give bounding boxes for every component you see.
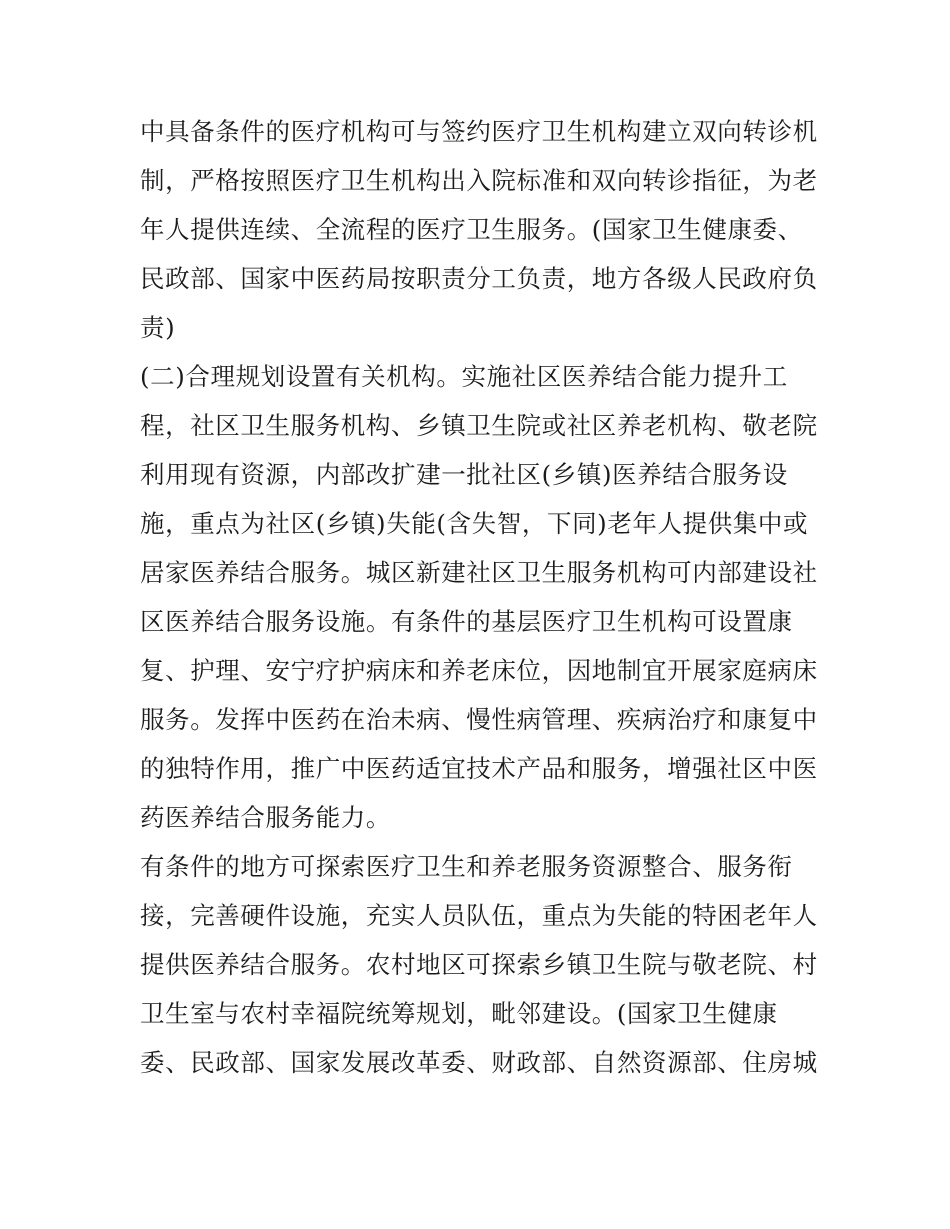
text-line: 的独特作用，推广中医药适宜技术产品和服务，增强社区中医: [140, 754, 818, 783]
text-line: 服务。发挥中医药在治未病、慢性病管理、疾病治疗和康复中: [140, 705, 818, 734]
text-line: 接，完善硬件设施，充实人员队伍，重点为失能的特困老年人: [140, 901, 818, 930]
text-line: (二)合理规划设置有关机构。实施社区医养结合能力提升工: [140, 362, 788, 391]
text-line: 责): [140, 313, 176, 342]
text-line: 利用现有资源，内部改扩建一批社区(乡镇)医养结合服务设: [140, 460, 788, 489]
document-body: [140, 112, 820, 1092]
text-line: 委、民政部、国家发展改革委、财政部、自然资源部、住房城: [140, 1048, 818, 1077]
text-line: 施，重点为社区(乡镇)失能(含失智，下同)老年人提供集中或: [140, 509, 809, 538]
text-line: 中具备条件的医疗机构可与签约医疗卫生机构建立双向转诊机: [140, 117, 818, 146]
text-line: 复、护理、安宁疗护病床和养老床位，因地制宜开展家庭病床: [140, 656, 818, 685]
text-line: 居家医养结合服务。城区新建社区卫生服务机构可内部建设社: [140, 558, 818, 587]
text-line: 卫生室与农村幸福院统筹规划，毗邻建设。(国家卫生健康: [140, 999, 778, 1028]
text-line: 提供医养结合服务。农村地区可探索乡镇卫生院与敬老院、村: [140, 950, 818, 979]
text-line: 区医养结合服务设施。有条件的基层医疗卫生机构可设置康: [140, 607, 793, 636]
text-line: 制，严格按照医疗卫生机构出入院标准和双向转诊指征，为老: [140, 166, 818, 195]
text-line: 民政部、国家中医药局按职责分工负责，地方各级人民政府负: [140, 264, 818, 293]
text-line: 年人提供连续、全流程的医疗卫生服务。(国家卫生健康委、: [140, 215, 803, 244]
text-line: 程，社区卫生服务机构、乡镇卫生院或社区养老机构、敬老院: [140, 411, 818, 440]
text-line: 有条件的地方可探索医疗卫生和养老服务资源整合、服务衔: [140, 852, 793, 881]
text-line: 药医养结合服务能力。: [140, 803, 391, 832]
